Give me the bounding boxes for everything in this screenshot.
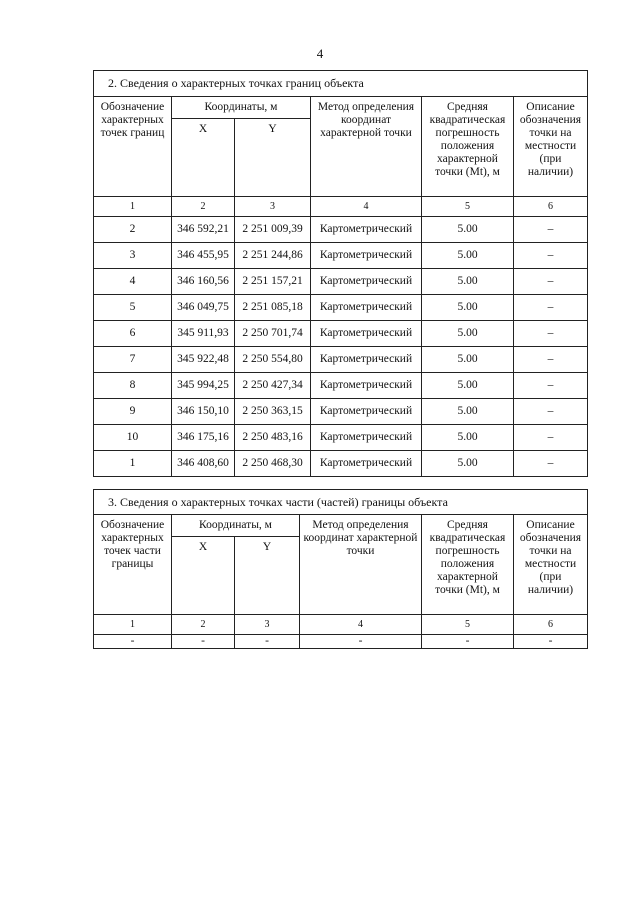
col-number: 3 [235, 615, 300, 635]
coords-header: Координаты, м [172, 515, 300, 537]
y-coordinate: 2 250 468,30 [235, 451, 311, 477]
x-coordinate: 346 175,16 [172, 425, 235, 451]
x-coordinate: 346 049,75 [172, 295, 235, 321]
page-number: 4 [316, 46, 324, 61]
point-number: 5 [94, 295, 172, 321]
col-number: 1 [94, 615, 172, 635]
description-value: – [514, 321, 588, 347]
method-value: Картометрический [311, 373, 422, 399]
col-number: 6 [514, 615, 588, 635]
table-row [94, 635, 588, 649]
method-value: Картометрический [311, 295, 422, 321]
method-value: - [300, 635, 422, 649]
y-coordinate: 2 250 363,15 [235, 399, 311, 425]
method-value: Картометрический [311, 269, 422, 295]
error-value: 5.00 [422, 425, 514, 451]
error-value: 5.00 [422, 269, 514, 295]
y-header: Y [235, 537, 300, 615]
method-value: Картометрический [311, 425, 422, 451]
point-number: 8 [94, 373, 172, 399]
error-value: 5.00 [422, 399, 514, 425]
error-value: 5.00 [422, 295, 514, 321]
col-number: 5 [422, 615, 514, 635]
description-value: – [514, 399, 588, 425]
coords-header: Координаты, м [172, 97, 311, 119]
description-value: – [514, 243, 588, 269]
col-number: 2 [172, 615, 235, 635]
col-number: 4 [311, 197, 422, 217]
error-value: 5.00 [422, 347, 514, 373]
method-header: Метод определения координат характерной точки [311, 97, 422, 197]
x-coordinate: 346 160,56 [172, 269, 235, 295]
description-value: – [514, 347, 588, 373]
y-coordinate: 2 250 554,80 [235, 347, 311, 373]
description-value: – [514, 451, 588, 477]
description-value: – [514, 295, 588, 321]
designation-header: Обозначение характерных точек границ [94, 97, 172, 197]
error-value: 5.00 [422, 243, 514, 269]
col-number: 5 [422, 197, 514, 217]
point-number: 3 [94, 243, 172, 269]
designation-header: Обозначение характерных точек части границы [94, 515, 172, 615]
col-number: 2 [172, 197, 235, 217]
description-header: Описание обозначения точки на местности (при наличии) [514, 97, 588, 197]
point-number: 7 [94, 347, 172, 373]
method-value: Картометрический [311, 321, 422, 347]
point-number: 1 [94, 451, 172, 477]
point-number: 2 [94, 217, 172, 243]
x-coordinate: - [172, 635, 235, 649]
point-number: 6 [94, 321, 172, 347]
error-value: 5.00 [422, 217, 514, 243]
description-value: – [514, 425, 588, 451]
error-value: 5.00 [422, 373, 514, 399]
y-coordinate: 2 251 085,18 [235, 295, 311, 321]
section-title: 2. Сведения о характерных точках границ объекта [94, 71, 588, 97]
boundary-points-table [93, 70, 588, 477]
table-row [94, 295, 588, 321]
partial-boundary-points-table [93, 489, 588, 649]
col-number: 4 [300, 615, 422, 635]
error-header: Средняя квадратическая погрешность положения характерной точки (Mt), м [422, 515, 514, 615]
description-value: – [514, 269, 588, 295]
method-value: Картометрический [311, 243, 422, 269]
point-number: 10 [94, 425, 172, 451]
table-row [94, 347, 588, 373]
table-row [94, 269, 588, 295]
x-coordinate: 345 911,93 [172, 321, 235, 347]
y-coordinate: 2 250 483,16 [235, 425, 311, 451]
x-coordinate: 346 150,10 [172, 399, 235, 425]
table-row [94, 425, 588, 451]
description-value: – [514, 217, 588, 243]
method-value: Картометрический [311, 217, 422, 243]
x-header: X [172, 537, 235, 615]
description-header: Описание обозначения точки на местности (при наличии) [514, 515, 588, 615]
error-value: 5.00 [422, 321, 514, 347]
method-value: Картометрический [311, 399, 422, 425]
table-row [94, 451, 588, 477]
x-coordinate: 345 994,25 [172, 373, 235, 399]
table-row [94, 217, 588, 243]
table-row [94, 321, 588, 347]
partial-boundary-points-rows [94, 635, 588, 649]
point-number: - [94, 635, 172, 649]
col-number: 6 [514, 197, 588, 217]
table-row [94, 399, 588, 425]
y-coordinate: 2 250 701,74 [235, 321, 311, 347]
point-number: 4 [94, 269, 172, 295]
error-header: Средняя квадратическая погрешность положения характерной точки (Mt), м [422, 97, 514, 197]
y-header: Y [235, 119, 311, 197]
method-value: Картометрический [311, 347, 422, 373]
method-header: Метод определения координат характерной точки [300, 515, 422, 615]
section-title: 3. Сведения о характерных точках части (частей) границы объекта [94, 490, 588, 515]
y-coordinate: 2 251 157,21 [235, 269, 311, 295]
method-value: Картометрический [311, 451, 422, 477]
error-value: - [422, 635, 514, 649]
table-row [94, 243, 588, 269]
description-value: – [514, 373, 588, 399]
description-value: - [514, 635, 588, 649]
y-coordinate: - [235, 635, 300, 649]
boundary-points-rows [94, 217, 588, 477]
x-coordinate: 346 592,21 [172, 217, 235, 243]
y-coordinate: 2 250 427,34 [235, 373, 311, 399]
x-coordinate: 346 455,95 [172, 243, 235, 269]
error-value: 5.00 [422, 451, 514, 477]
x-coordinate: 345 922,48 [172, 347, 235, 373]
point-number: 9 [94, 399, 172, 425]
col-number: 3 [235, 197, 311, 217]
x-coordinate: 346 408,60 [172, 451, 235, 477]
x-header: X [172, 119, 235, 197]
col-number: 1 [94, 197, 172, 217]
table-row [94, 373, 588, 399]
y-coordinate: 2 251 244,86 [235, 243, 311, 269]
y-coordinate: 2 251 009,39 [235, 217, 311, 243]
